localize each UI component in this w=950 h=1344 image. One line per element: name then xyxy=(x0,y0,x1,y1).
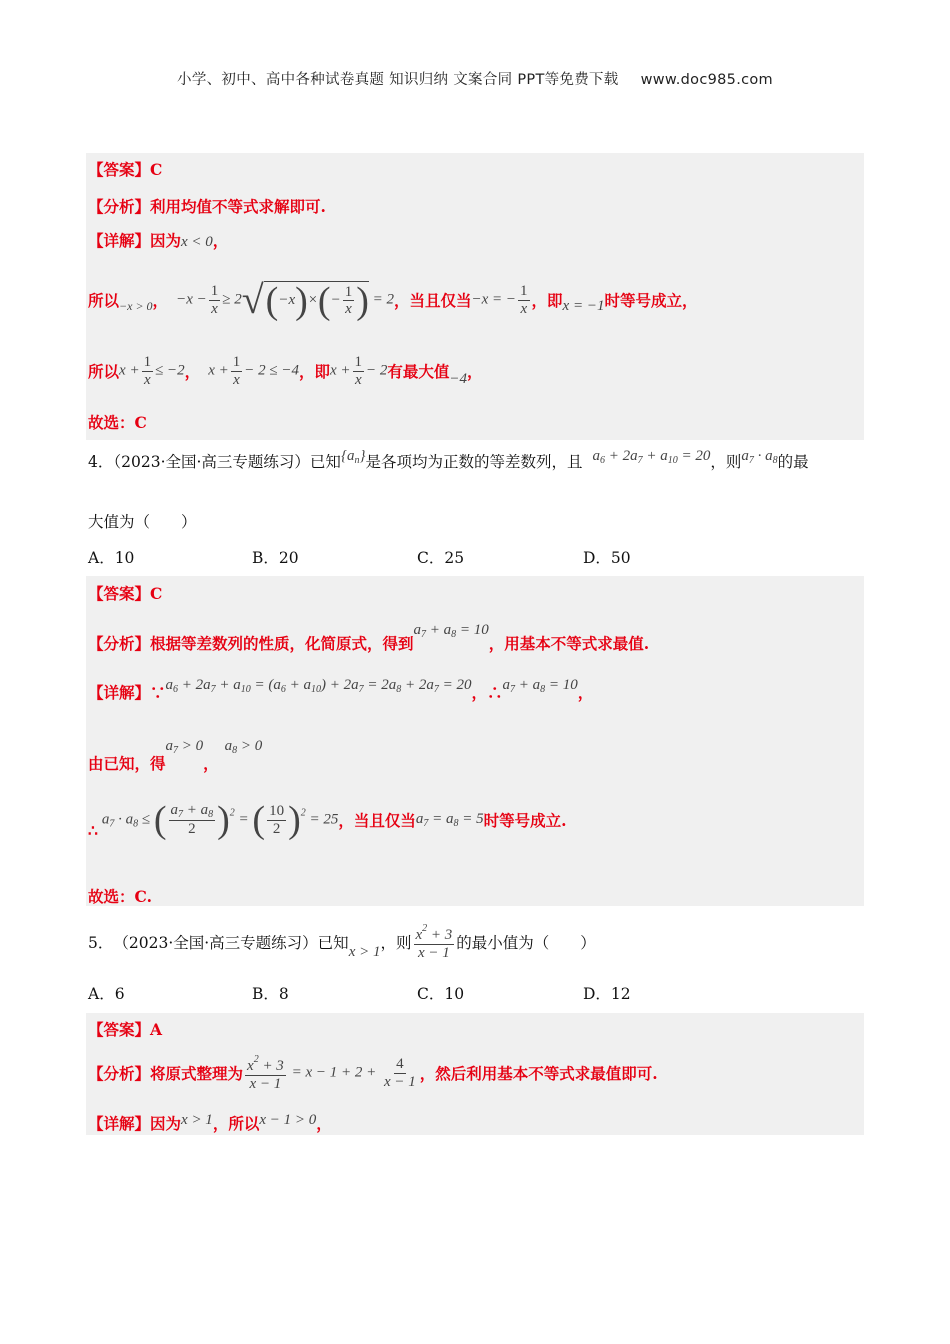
q4-detail: 【详解】∵ $a_6 + 2a_7 + a_{10} = (a_6 + a_{10}) + 2a_7 = 2a_8 + 2a_7 = 20$ ，∴ $a_7 + a_8 = 10$ ， xyxy=(88,677,594,702)
q3-choice: 故选：C xyxy=(88,413,147,432)
q4-option-d[interactable]: D．50 xyxy=(583,549,631,567)
q5-option-b[interactable]: B．8 xyxy=(252,985,289,1003)
q4-analysis: 【分析】根据等差数列的性质，化简原式，得到 $a_7 + a_8 = 10$ ，用基本不等式求最值. xyxy=(88,622,650,653)
q4-option-b[interactable]: B．20 xyxy=(252,549,299,567)
q4-inequality-line: ∴ $a_7 \cdot a_8$ ≤ ( $\frac{a_7 + a_8}{2}$ )$^2$ = ( $\frac{10}{2}$ )$^2$ = 25 ，当且仅当 $a_7 = a_8 = 5$ 时等号成立. xyxy=(88,799,567,841)
page-header xyxy=(0,68,950,89)
q3-detail: 【详解】因为x < 0， xyxy=(88,231,229,250)
q4-known: 由已知，得 $a_7 > 0$ ， $a_8 > 0$ xyxy=(88,738,263,773)
header-text: 小学、初中、高中各种试卷真题 知识归纳 文案合同 PPT等免费下载 xyxy=(177,72,619,88)
q5-analysis: 【分析】将原式整理为 $\frac{x^2 + 3}{x - 1}$ = x − 1 + 2 + $\frac{4}{x - 1}$ ，然后利用基本不等式求最值即可. xyxy=(88,1054,658,1092)
q5-option-c[interactable]: C．10 xyxy=(417,985,465,1003)
q5-option-a[interactable]: A．6 xyxy=(88,985,125,1003)
q3-detail-line3: 所以 x + $\frac{1}{x}$ ≤ −2 ， x + $\frac{1}{x}$ − 2 ≤ −4 ，即 x + $\frac{1}{x}$ − 2 有最大值 −4 ， xyxy=(88,354,483,388)
q5-detail: 【详解】因为 x > 1 ，所以 x − 1 > 0 ， xyxy=(88,1111,332,1133)
q3-detail-line2: 所以 −x > 0 ， −x − $\frac{1}{x}$ ≥ 2 √ ( − x ) × ( − $\frac{1}{x}$ ) = 2 ，当且仅当 −x = − $\frac{1}{x}$ ，即 x = −1 时等号成立， xyxy=(88,277,698,322)
header-url: www.doc985.com xyxy=(640,72,773,88)
q4-option-a[interactable]: A．10 xyxy=(88,549,135,567)
q4-stem-line2: 大值为（ ） xyxy=(88,513,197,531)
q4-answer: 【答案】C xyxy=(88,584,163,603)
q4-stem: 4．（2023·全国·高三专题练习）已知$\{a_n\}$是各项均为正数的等差数列，且 $a_6 + 2a_7 + a_{10} = 20$，则$a_7 \cdot a_8$的最 xyxy=(88,448,809,471)
q3-inequality: −x − $\frac{1}{x}$ ≥ 2 √ ( − x ) × ( − $\frac{1}{x}$ ) = 2 xyxy=(176,277,394,322)
q4-choice: 故选：C. xyxy=(88,887,152,906)
q5-stem: 5． （2023·全国·高三专题练习）已知 x > 1 ，则 $\frac{x^2 + 3}{x - 1}$ 的最小值为（ ） xyxy=(88,923,596,961)
q5-option-d[interactable]: D．12 xyxy=(583,985,631,1003)
q4-option-c[interactable]: C．25 xyxy=(417,549,465,567)
q3-answer: 【答案】C xyxy=(88,160,163,179)
q5-answer: 【答案】A xyxy=(88,1020,163,1039)
q3-analysis: 【分析】利用均值不等式求解即可. xyxy=(88,197,326,216)
